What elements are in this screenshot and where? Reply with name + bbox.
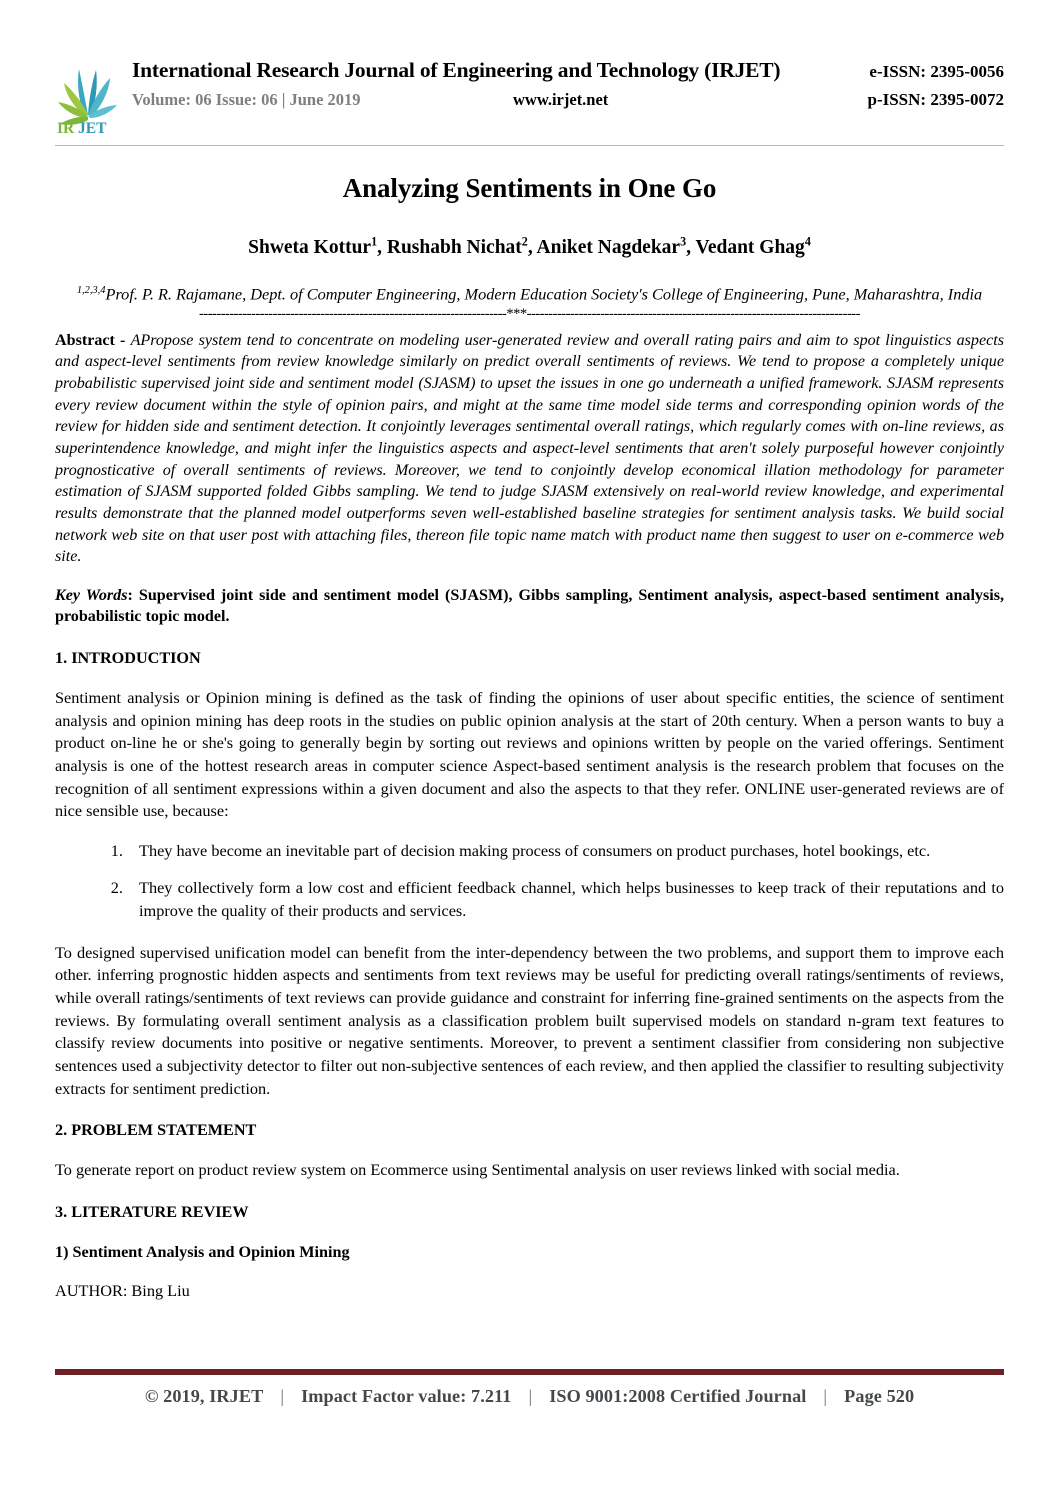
abstract-label: Abstract -	[55, 331, 131, 349]
svg-text:JET: JET	[78, 120, 107, 135]
list-item: 2. They collectively form a low cost and efficient feedback channel, which helps businesses to keep track of their reputations and to improve the quality of their products and services.	[127, 877, 1004, 922]
divider-dashes-right: -----------------------------------------------------------------------------	[526, 306, 860, 322]
footer-page-number: Page 520	[844, 1386, 915, 1406]
author-name: Rushabh Nichat	[386, 236, 522, 258]
list-item: 1. They have become an inevitable part of decision making process of consumers on product purchases, hotel bookings, etc.	[127, 840, 1004, 863]
author-affiliation-marker: 4	[804, 234, 811, 248]
section-heading-literature-review: 3. LITERATURE REVIEW	[55, 1202, 249, 1221]
keywords-text: Supervised joint side and sentiment model (SJASM), Gibbs sampling, Sentiment analysis, aspect-based sentiment analysis, probabilistic topic model.	[55, 586, 1004, 626]
author-item: Shweta Kottur$^1$,	[248, 234, 382, 258]
affiliation-text: Prof. P. R. Rajamane, Dept. of Computer Engineering, Modern Education Society's College of Engineering, Pune, Maharashtra, India	[105, 283, 983, 303]
journal-title: International Research Journal of Engineering and Technology (IRJET)	[132, 58, 781, 82]
abstract	[55, 330, 1004, 568]
footer-text	[55, 1386, 1004, 1407]
post-list-paragraph: To designed supervised unification model can benefit from the inter-dependency between the two problems, and support them to improve each other. inferring prognostic hidden aspects and sentiments from text reviews may be useful for predicting overall ratings/sentiments of reviews, while overall ratings/sentiments of text reviews can provide guidance and constraint for inferring fine-grained sentiments on the aspects from the reviews. By formulating overall sentiment analysis as a classification problem built supervised models on standard n-gram text features to classify review documents into positive or negative sentiments. Moreover, to prevent a sentiment classifier from considering non subjective sentences used a subjectivity detector to filter out non-subjective sentences of each review, and then applied the classifier to resulting subjectivity extracts for sentiment prediction.	[55, 942, 1004, 1098]
divider-dashes-left: -----------------------------------------------------------------------	[199, 306, 507, 322]
author-name: Shweta Kottur	[248, 236, 372, 258]
irjet-logo-icon	[55, 61, 121, 135]
author-affiliation-marker: 1	[371, 234, 378, 248]
problem-statement-paragraph: To generate report on product review system on Ecommerce using Sentimental analysis on user reviews linked with social media.	[55, 1160, 900, 1180]
footer-separator: |	[823, 1386, 828, 1406]
irjet-logo	[55, 58, 123, 135]
author-affiliation-marker: 2	[521, 234, 528, 248]
footer-certification: ISO 9001:2008 Certified Journal	[549, 1386, 807, 1406]
author-list	[55, 234, 1004, 259]
author-affiliation-marker: 3	[680, 234, 687, 248]
section-heading-problem-statement: 2. PROBLEM STATEMENT	[55, 1121, 257, 1140]
section-heading-introduction: 1. INTRODUCTION	[55, 648, 201, 667]
author-item	[695, 234, 811, 258]
introduction-list	[55, 840, 1004, 923]
e-issn: e-ISSN: 2395-0056	[869, 62, 1004, 81]
keywords-separator: :	[127, 586, 139, 604]
section-divider	[55, 307, 1004, 324]
divider-asterisks: ***	[506, 306, 527, 322]
page-title: Analyzing Sentiments in One Go	[342, 173, 717, 203]
author-name: Vedant Ghag	[695, 236, 805, 258]
footer-separator: |	[280, 1386, 285, 1406]
footer-impact-factor: Impact Factor value: 7.211	[301, 1386, 512, 1406]
footer-copyright: © 2019, IRJET	[144, 1386, 264, 1406]
svg-text:IR: IR	[57, 120, 75, 135]
journal-website[interactable]: www.irjet.net	[513, 90, 609, 109]
author-item: Rushabh Nichat$^2$,	[386, 234, 533, 258]
volume-issue-date: Volume: 06 Issue: 06 | June 2019	[132, 90, 361, 109]
p-issn: p-ISSN: 2395-0072	[867, 90, 1004, 109]
footer-rule	[55, 1369, 1004, 1375]
footer-separator: |	[528, 1386, 533, 1406]
keywords	[55, 585, 1004, 628]
author-name: Aniket Nagdekar	[536, 236, 681, 258]
masthead-text-block	[123, 58, 1004, 110]
subsection-heading-sentiment-analysis: 1) Sentiment Analysis and Opinion Mining	[55, 1242, 350, 1261]
affiliation	[55, 284, 1004, 305]
masthead-divider	[55, 145, 1004, 146]
author-item: Aniket Nagdekar$^3$,	[536, 234, 691, 258]
abstract-text: APropose system tend to concentrate on modeling user-generated review and overall rating pairs and aim to spot linguistics aspects and aspect-level sentiments from review knowledge similarly on predict overall sentiments of reviews. We tend to propose a completely unique probabilistic supervised joint side and sentiment model (SJASM) to upset the issues in one go underneath a unified framework. SJASM represents every review document within the style of opinion pairs, and might at the same time model side terms and corresponding opinion words of the review for hidden side and sentiment detection. It conjointly leverages sentimental overall ratings, which regularly comes with on-line reviews, as superintendence knowledge, and might infer the linguistics aspects and aspect-level sentiments that aren't solely purposeful however conjointly prognosticative of overall sentiments of reviews. Moreover, we tend to conjointly develop economical illation methodology for parameter estimation of SJASM supported folded Gibbs sampling. We tend to judge SJASM extensively on real-world review knowledge, and experimental results demonstrate that the planned model outperforms seven well-established baseline strategies for sentiment analysis tasks. We build social network web site on that user post with attaching files, thereon file topic name match with product name then suggest to user on e-commerce web site.	[55, 331, 1004, 566]
keywords-label: Key Words	[55, 586, 128, 604]
affiliation-marker: 1,2,3,4	[76, 284, 106, 296]
journal-masthead	[55, 0, 1004, 135]
introduction-paragraph: Sentiment analysis or Opinion mining is defined as the task of finding the opinions of user about specific entities, the science of sentiment analysis and opinion mining has deep roots in the studies on public opinion analysis at the start of 20th century. When a person wants to buy a product on-line he or she's going to generally begin by sorting out reviews and opinions written by people on the varied offerings. Sentiment analysis is one of the hottest research areas in computer science Aspect-based sentiment analysis is the research problem that focuses on the recognition of all sentiment expressions within a given document and also the aspects to that they refer. ONLINE user-generated reviews are of nice sensible use, because:	[55, 687, 1004, 821]
page-footer	[55, 1369, 1004, 1407]
literature-author-line: AUTHOR: Bing Liu	[55, 1280, 190, 1300]
